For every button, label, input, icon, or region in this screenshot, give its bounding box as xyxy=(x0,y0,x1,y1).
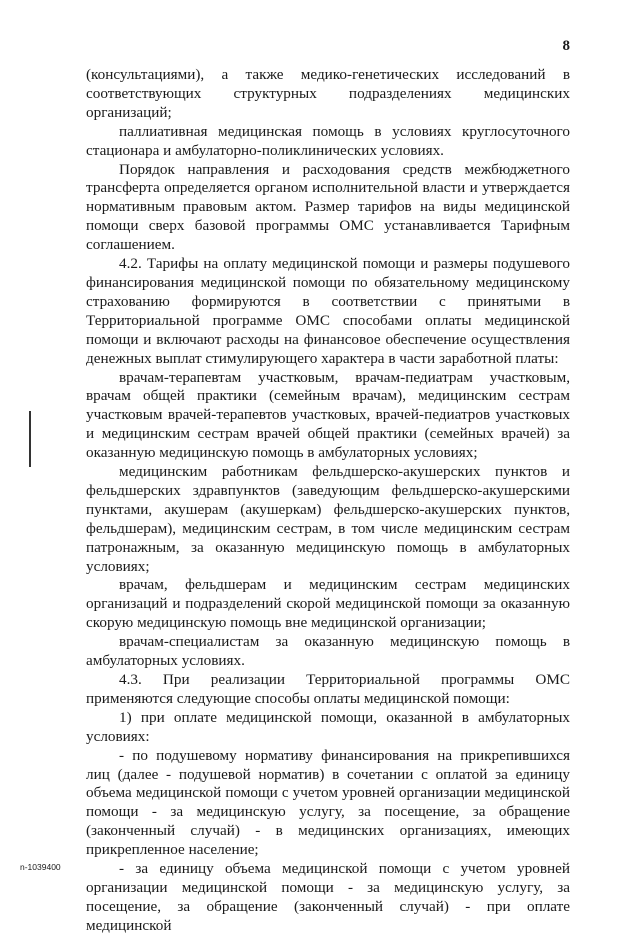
footer-document-code: n-1039400 xyxy=(20,862,61,872)
paragraph: (консультациями), а также медико-генетических исследований в соответствующих структурных подразделениях медицинских организаций; xyxy=(86,66,570,121)
paragraph: врачам, фельдшерам и медицинским сестрам медицинских организаций и подразделений скорой медицинской помощи за оказанную скорую медицинскую помощь вне медицинской организации; xyxy=(86,576,570,632)
paragraph: Порядок направления и расходования средств межбюджетного трансферта определяется органом исполнительной власти и утверждается нормативным правовым актом. Размер тарифов на виды медицинской помощи сверх базовой программы ОМС устанавливается Тарифным соглашением. xyxy=(86,160,570,254)
paragraph: 4.3. При реализации Территориальной программы ОМС применяются следующие способы оплаты медицинской помощи: xyxy=(86,671,570,707)
paragraph: - по подушевому нормативу финансирования на прикрепившихся лиц (далее - подушевой норматив) в сочетании с оплатой за единицу объема медицинской помощи с учетом уровней организации медицинской помощи - за медицинскую услугу, за посещение, за обращение (законченный случай) - в медицинских организациях, имеющих прикрепленное население; xyxy=(86,746,570,859)
paragraph: - за единицу объема медицинской помощи с учетом уровней организации медицинской помощи - за медицинскую услугу, за посещение, за обращение (законченный случай) - при оплате медицинской xyxy=(86,860,570,934)
document-body xyxy=(86,66,570,936)
paragraph: врачам-терапевтам участковым, врачам-педиатрам участковым, врачам общей практики (семейным врачам), медицинским сестрам участковым врачей-терапевтов участковых, врачей-педиатров участковых и медицинским сестрам врачей общей практики (семейных врачей) за оказанную медицинскую помощь в амбулаторных условиях; xyxy=(86,368,570,462)
paragraph: врачам-специалистам за оказанную медицинскую помощь в амбулаторных условиях. xyxy=(86,633,570,670)
paragraph: медицинским работникам фельдшерско-акушерских пунктов и фельдшерских здравпунктов (заведующим фельдшерско-акушерскими пунктами, акушерам (акушеркам) фельдшерско-акушерских пунктов, фельдшерам), медицинским сестрам, в том числе медицинским сестрам патронажным, за оказанную медицинскую помощь в амбулаторных условиях; xyxy=(86,463,570,575)
page-number: 8 xyxy=(562,38,570,54)
margin-change-bar xyxy=(29,411,31,467)
paragraph: 4.2. Тарифы на оплату медицинской помощи и размеры подушевого финансирования медицинской помощи по обязательному медицинскому страхованию формируются в соответствии с принятыми в Территориальной программе ОМС способами оплаты медицинской помощи и включают расходы на финансовое обеспечение осуществления денежных выплат стимулирующего характера в части заработной платы: xyxy=(86,255,570,367)
paragraph: 1) при оплате медицинской помощи, оказанной в амбулаторных условиях: xyxy=(86,708,570,745)
paragraph: паллиативная медицинская помощь в условиях круглосуточного стационара и амбулаторно-поликлинических условиях. xyxy=(86,122,570,159)
